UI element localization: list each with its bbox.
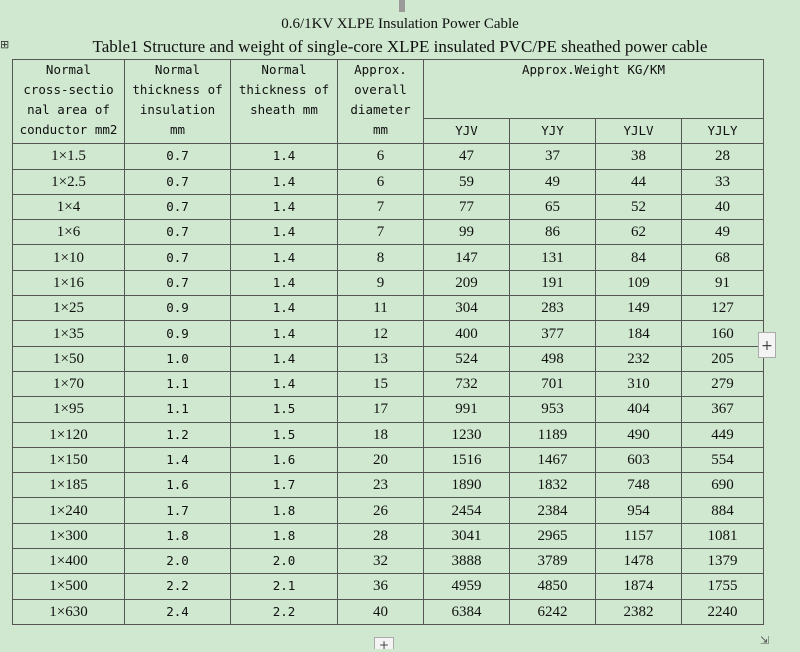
- cell-diameter: 32: [338, 549, 424, 574]
- cell-yjlv: 109: [596, 270, 682, 295]
- cell-sheath: 2.2: [231, 599, 338, 624]
- cell-sheath: 2.0: [231, 549, 338, 574]
- add-row-button[interactable]: +: [374, 637, 394, 649]
- cell-yjy: 701: [510, 371, 596, 396]
- cell-yjly: 884: [682, 498, 764, 523]
- cell-sheath: 1.4: [231, 194, 338, 219]
- cell-yjv: 732: [424, 371, 510, 396]
- cell-yjy: 1467: [510, 447, 596, 472]
- cell-yjly: 449: [682, 422, 764, 447]
- cell-yjlv: 2382: [596, 599, 682, 624]
- cell-conductor-size: 1×16: [13, 270, 125, 295]
- cell-yjlv: 603: [596, 447, 682, 472]
- cell-yjlv: 149: [596, 296, 682, 321]
- cell-yjv: 1230: [424, 422, 510, 447]
- cell-yjy: 49: [510, 169, 596, 194]
- cell-yjy: 191: [510, 270, 596, 295]
- cell-diameter: 6: [338, 169, 424, 194]
- table-row: [13, 574, 764, 599]
- table-row: [13, 144, 764, 169]
- cell-yjv: 400: [424, 321, 510, 346]
- cell-sheath: 1.8: [231, 523, 338, 548]
- cell-sheath: 1.5: [231, 397, 338, 422]
- cell-sheath: 1.8: [231, 498, 338, 523]
- cell-diameter: 11: [338, 296, 424, 321]
- cell-sheath: 1.4: [231, 220, 338, 245]
- table-row: [13, 270, 764, 295]
- cell-yjv: 524: [424, 346, 510, 371]
- cell-yjv: 304: [424, 296, 510, 321]
- cell-yjv: 47: [424, 144, 510, 169]
- cell-yjlv: 184: [596, 321, 682, 346]
- table-row: [13, 599, 764, 624]
- cell-insulation: 0.9: [125, 321, 231, 346]
- table-row: [13, 447, 764, 472]
- cell-insulation: 0.9: [125, 296, 231, 321]
- cell-sheath: 1.4: [231, 346, 338, 371]
- header-overall-diameter: Approx. overall diameter mm: [338, 60, 424, 144]
- cell-yjy: 3789: [510, 549, 596, 574]
- table-row: [13, 498, 764, 523]
- cell-conductor-size: 1×4: [13, 194, 125, 219]
- cell-conductor-size: 1×95: [13, 397, 125, 422]
- cell-diameter: 28: [338, 523, 424, 548]
- cell-yjv: 59: [424, 169, 510, 194]
- cell-yjlv: 62: [596, 220, 682, 245]
- cell-conductor-size: 1×25: [13, 296, 125, 321]
- cell-yjv: 3041: [424, 523, 510, 548]
- cell-yjlv: 490: [596, 422, 682, 447]
- cell-yjy: 37: [510, 144, 596, 169]
- cell-yjly: 91: [682, 270, 764, 295]
- table-row: [13, 194, 764, 219]
- cell-yjlv: 232: [596, 346, 682, 371]
- cell-conductor-size: 1×50: [13, 346, 125, 371]
- cell-insulation: 2.2: [125, 574, 231, 599]
- cell-yjlv: 44: [596, 169, 682, 194]
- header-insulation-thickness: Normal thickness of insulation mm: [125, 60, 231, 144]
- cell-sheath: 1.4: [231, 371, 338, 396]
- cell-sheath: 1.4: [231, 245, 338, 270]
- cell-yjly: 1081: [682, 523, 764, 548]
- cell-yjly: 690: [682, 473, 764, 498]
- cell-conductor-size: 1×70: [13, 371, 125, 396]
- table-caption: Table1 Structure and weight of single-core XLPE insulated PVC/PE sheathed power cable: [92, 37, 708, 56]
- cell-yjv: 77: [424, 194, 510, 219]
- cell-yjy: 65: [510, 194, 596, 219]
- cell-insulation: 2.0: [125, 549, 231, 574]
- cell-diameter: 15: [338, 371, 424, 396]
- table-row: [13, 245, 764, 270]
- cell-conductor-size: 1×35: [13, 321, 125, 346]
- cell-yjv: 1890: [424, 473, 510, 498]
- cell-yjv: 4959: [424, 574, 510, 599]
- cell-insulation: 0.7: [125, 144, 231, 169]
- cell-yjly: 49: [682, 220, 764, 245]
- cell-yjlv: 38: [596, 144, 682, 169]
- cell-conductor-size: 1×400: [13, 549, 125, 574]
- add-column-button[interactable]: +: [758, 332, 776, 358]
- cell-yjly: 2240: [682, 599, 764, 624]
- cell-yjly: 127: [682, 296, 764, 321]
- cell-yjlv: 404: [596, 397, 682, 422]
- cell-insulation: 0.7: [125, 169, 231, 194]
- cell-conductor-size: 1×10: [13, 245, 125, 270]
- cell-yjlv: 52: [596, 194, 682, 219]
- cell-conductor-size: 1×2.5: [13, 169, 125, 194]
- cell-yjy: 131: [510, 245, 596, 270]
- cell-insulation: 0.7: [125, 270, 231, 295]
- cell-yjlv: 310: [596, 371, 682, 396]
- cell-yjv: 6384: [424, 599, 510, 624]
- cell-yjy: 1189: [510, 422, 596, 447]
- cell-sheath: 1.4: [231, 169, 338, 194]
- ruler-marker: [399, 0, 405, 12]
- cell-yjlv: 84: [596, 245, 682, 270]
- cell-diameter: 36: [338, 574, 424, 599]
- cell-yjlv: 1157: [596, 523, 682, 548]
- cell-conductor-size: 1×500: [13, 574, 125, 599]
- cell-yjlv: 1874: [596, 574, 682, 599]
- cell-diameter: 9: [338, 270, 424, 295]
- cell-sheath: 1.4: [231, 296, 338, 321]
- cell-sheath: 1.7: [231, 473, 338, 498]
- cell-yjv: 991: [424, 397, 510, 422]
- cell-sheath: 1.6: [231, 447, 338, 472]
- header-yjy: YJY: [510, 119, 596, 144]
- cell-yjly: 40: [682, 194, 764, 219]
- cell-yjly: 1379: [682, 549, 764, 574]
- cell-insulation: 1.1: [125, 397, 231, 422]
- cell-insulation: 1.7: [125, 498, 231, 523]
- header-yjv: YJV: [424, 119, 510, 144]
- cell-diameter: 12: [338, 321, 424, 346]
- cell-yjly: 160: [682, 321, 764, 346]
- cell-yjy: 6242: [510, 599, 596, 624]
- cell-yjy: 2384: [510, 498, 596, 523]
- cell-yjv: 2454: [424, 498, 510, 523]
- cell-yjy: 1832: [510, 473, 596, 498]
- table-row: [13, 523, 764, 548]
- cell-yjy: 2965: [510, 523, 596, 548]
- cell-diameter: 26: [338, 498, 424, 523]
- table-row: [13, 169, 764, 194]
- cell-yjly: 28: [682, 144, 764, 169]
- table-row: [13, 296, 764, 321]
- cell-yjly: 554: [682, 447, 764, 472]
- cell-diameter: 7: [338, 220, 424, 245]
- cell-yjy: 498: [510, 346, 596, 371]
- cell-diameter: 8: [338, 245, 424, 270]
- cell-insulation: 1.0: [125, 346, 231, 371]
- table-row: [13, 549, 764, 574]
- document-title: 0.6/1KV XLPE Insulation Power Cable: [281, 16, 519, 32]
- cell-yjv: 99: [424, 220, 510, 245]
- cell-conductor-size: 1×300: [13, 523, 125, 548]
- cell-diameter: 40: [338, 599, 424, 624]
- cell-sheath: 1.4: [231, 270, 338, 295]
- table-row: [13, 371, 764, 396]
- cell-yjy: 377: [510, 321, 596, 346]
- table-move-handle-icon[interactable]: ⊞: [0, 38, 10, 51]
- cell-sheath: 1.4: [231, 321, 338, 346]
- cell-conductor-size: 1×120: [13, 422, 125, 447]
- cell-yjly: 33: [682, 169, 764, 194]
- cell-conductor-size: 1×1.5: [13, 144, 125, 169]
- cell-conductor-size: 1×6: [13, 220, 125, 245]
- cell-conductor-size: 1×240: [13, 498, 125, 523]
- cell-yjlv: 954: [596, 498, 682, 523]
- table-row: [13, 346, 764, 371]
- cell-diameter: 23: [338, 473, 424, 498]
- header-approx-weight: Approx.Weight KG/KM: [424, 60, 764, 119]
- cell-insulation: 1.6: [125, 473, 231, 498]
- cell-insulation: 2.4: [125, 599, 231, 624]
- table-row: [13, 422, 764, 447]
- cell-yjy: 283: [510, 296, 596, 321]
- cell-diameter: 18: [338, 422, 424, 447]
- cell-yjly: 205: [682, 346, 764, 371]
- cell-sheath: 1.5: [231, 422, 338, 447]
- cell-insulation: 0.7: [125, 194, 231, 219]
- table-row: [13, 473, 764, 498]
- cell-yjly: 68: [682, 245, 764, 270]
- cell-insulation: 1.1: [125, 371, 231, 396]
- cell-yjy: 86: [510, 220, 596, 245]
- cell-diameter: 17: [338, 397, 424, 422]
- cell-conductor-size: 1×150: [13, 447, 125, 472]
- cell-yjlv: 748: [596, 473, 682, 498]
- cell-insulation: 1.2: [125, 422, 231, 447]
- cell-yjv: 209: [424, 270, 510, 295]
- cell-sheath: 2.1: [231, 574, 338, 599]
- table-row: [13, 397, 764, 422]
- cell-yjly: 1755: [682, 574, 764, 599]
- cell-diameter: 13: [338, 346, 424, 371]
- cell-yjlv: 1478: [596, 549, 682, 574]
- header-yjlv: YJLV: [596, 119, 682, 144]
- cell-insulation: 0.7: [125, 245, 231, 270]
- cell-insulation: 1.8: [125, 523, 231, 548]
- cell-yjy: 4850: [510, 574, 596, 599]
- cell-diameter: 7: [338, 194, 424, 219]
- cell-insulation: 1.4: [125, 447, 231, 472]
- cell-yjy: 953: [510, 397, 596, 422]
- table-row: [13, 220, 764, 245]
- cable-table: [12, 59, 764, 625]
- cell-sheath: 1.4: [231, 144, 338, 169]
- cell-diameter: 6: [338, 144, 424, 169]
- table-row: [13, 321, 764, 346]
- cell-conductor-size: 1×630: [13, 599, 125, 624]
- cell-yjv: 147: [424, 245, 510, 270]
- cell-yjly: 279: [682, 371, 764, 396]
- cell-yjly: 367: [682, 397, 764, 422]
- cell-yjv: 1516: [424, 447, 510, 472]
- cell-insulation: 0.7: [125, 220, 231, 245]
- cell-conductor-size: 1×185: [13, 473, 125, 498]
- cell-diameter: 20: [338, 447, 424, 472]
- cell-yjv: 3888: [424, 549, 510, 574]
- header-sheath-thickness: Normal thickness of sheath mm: [231, 60, 338, 144]
- table-resize-handle-icon[interactable]: ⇲: [760, 634, 770, 647]
- header-yjly: YJLY: [682, 119, 764, 144]
- header-conductor-area: Normal cross-sectio nal area of conductor mm2: [13, 60, 125, 144]
